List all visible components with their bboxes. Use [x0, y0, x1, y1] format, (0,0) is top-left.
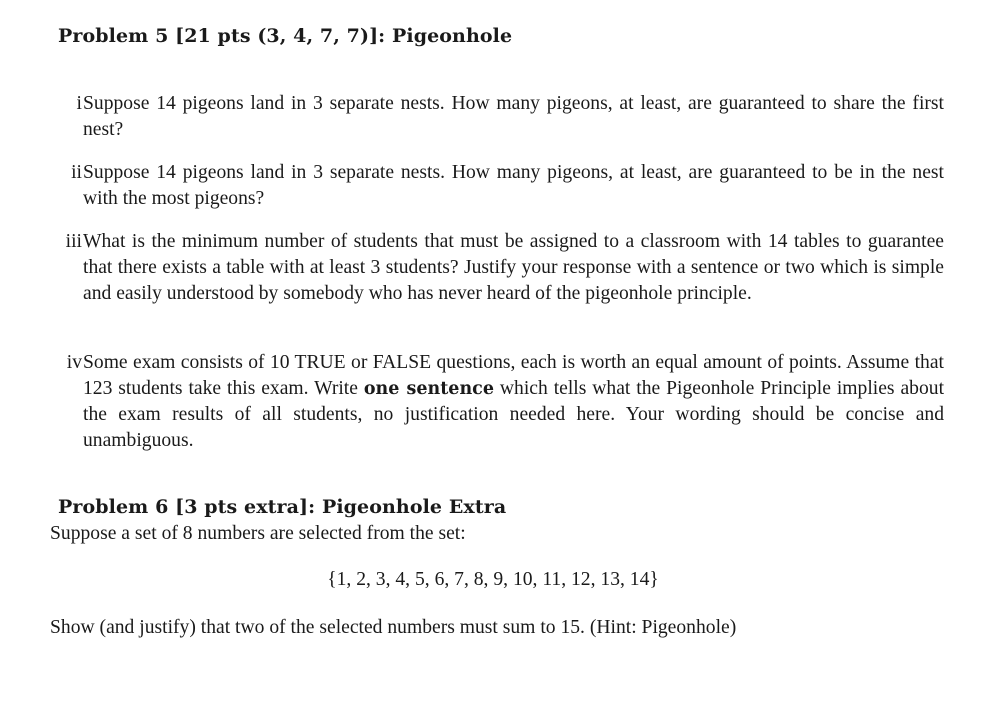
part-text: Suppose 14 pigeons land in 3 separate nests. How many pigeons, at least, are guaranteed to share the first nest? — [83, 93, 944, 140]
part-text-end: which tells what the Pigeonhole Principle implies about the exam results of all students, no justification needed here. Your wording should be concise and unambiguous. — [83, 378, 945, 451]
part-text: Suppose 14 pigeons land in 3 separate nests. How many pigeons, at least, are guaranteed to be in the nest with the most pigeons? — [83, 162, 944, 209]
part-number: iv — [66, 352, 82, 373]
problem-6-task: Show (and justify) that two of the selected numbers must sum to 15. (Hint: Pigeonhole) — [50, 617, 737, 638]
emphasis-one-sentence: one sentence — [363, 379, 494, 399]
number-set: {1, 2, 3, 4, 5, 6, 7, 8, 9, 10, 11, 12, 13, 14} — [327, 569, 659, 590]
problem-6-title: Problem 6 [3 pts extra]: Pigeonhole Extra — [58, 496, 507, 518]
problem-5-part-iv — [50, 350, 944, 454]
problem-5-title: Problem 5 [21 pts (3, 4, 7, 7)]: Pigeonhole — [58, 25, 513, 47]
part-text: What is the minimum number of students that must be assigned to a classroom with 14 tables to guarantee that there exists a table with at least 3 students? Justify your response with a sentence or two which is simple and easily understood by somebody who has never heard of the pigeonhole principle. — [83, 231, 944, 304]
part-number: i — [76, 93, 82, 114]
problem-5-part-i — [50, 91, 944, 143]
part-number: iii — [65, 231, 82, 252]
problem-6-intro: Suppose a set of 8 numbers are selected from the set: — [50, 523, 466, 544]
part-text — [83, 350, 944, 454]
part-number: ii — [71, 162, 82, 183]
problem-5-part-iii — [50, 229, 944, 307]
problem-5-part-ii — [50, 160, 944, 212]
part-text-start: Some exam consists of 10 TRUE or FALSE questions, each is worth an equal amount of points. Assume that 123 students take this exam. Write — [83, 352, 944, 399]
